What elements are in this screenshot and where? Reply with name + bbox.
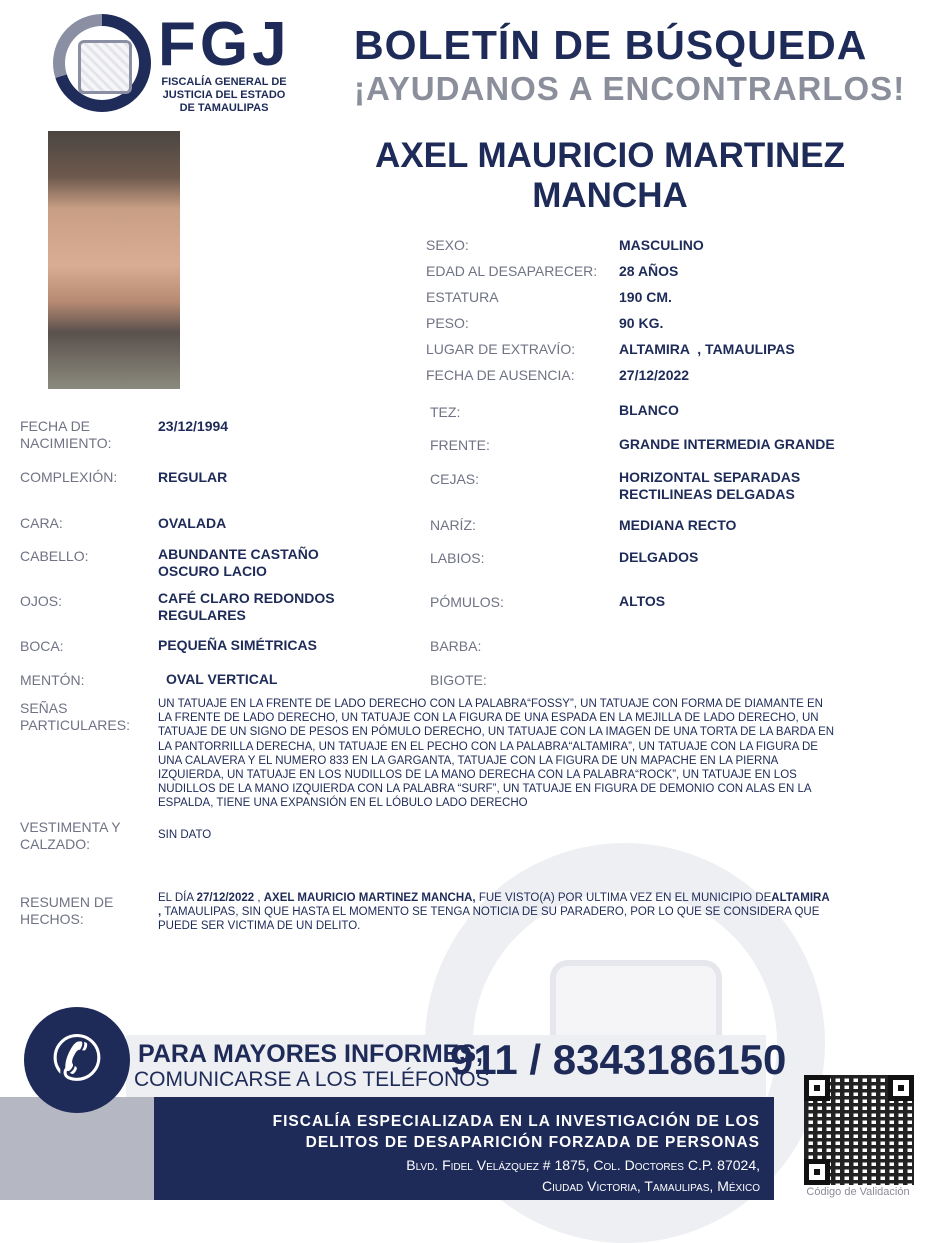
label-menton: MENTÓN: — [20, 672, 85, 688]
footer-address: Blvd. Fidel Velázquez # 1875, Col. Doctores C.P. 87024, Ciudad Victoria, Tamaulipas, México — [406, 1157, 760, 1194]
fgj-logo-subtitle: FISCALÍA GENERAL DE JUSTICIA DEL ESTADO DE TAMAULIPAS — [161, 76, 287, 114]
label-ojos: OJOS: — [20, 593, 63, 609]
value-fecha-ausencia: 27/12/2022 — [619, 367, 690, 383]
value-menton: OVAL VERTICAL — [166, 671, 278, 687]
contact-phones[interactable]: 911 / 8343186150 — [450, 1036, 787, 1083]
senas-text: UN TATUAJE EN LA FRENTE DE LADO DERECHO CON LA PALABRA“FOSSY”, UN TATUAJE CON FORMA DE DIAMANTE EN LA FRENTE DE LADO DERECHO, UN TATUAJE CON LA FIGURA DE UNA ESPADA EN LA MEJILLA DE LADO DERECHO, UN TATUAJE DE UN SIGNO DE PESOS EN PÓMULO DERECHO, UN TATUAJE CON LA IMAGEN DE UNA TORTA DE LA BARDA EN LA PANTORRILLA DERECHA, UN TATUAJE EN EL PECHO CON LA PALABRA“ALTAMIRA”, UN TATUAJE CON LA FIGURA DE UNA CALAVERA Y EL NUMERO 833 EN LA GARGANTA, TATUAJE CON LA FIGURA DE UN MAPACHE EN LA PIERNA IZQUIERDA, UN TATUAJE EN LOS NUDILLOS DE LA MANO DERECHA CON LA PALABRA“ROCK”, UN TATUAJE EN LOS NUDILLOS DE LA MANO IZQUIERDA CON LA PALABRA “SURF”, UN TATUAJE EN FIGURA DE DEMONIO CON ALAS EN LA ESPALDA, TIENE UNA EXPANSIÓN EN EL LÓBULO LADO DERECHO — [158, 698, 835, 810]
state-seal-icon — [78, 40, 132, 94]
label-resumen: RESUMEN DE HECHOS: — [20, 894, 114, 927]
value-peso: 90 KG. — [619, 315, 664, 331]
value-ojos: CAFÉ CLARO REDONDOS REGULARES — [158, 590, 335, 623]
phone-icon: ✆ — [51, 1025, 103, 1094]
qr-label: Código de Validación — [806, 1186, 910, 1198]
bulletin-subtitle: ¡AYUDANOS A ENCONTRARLOS! — [354, 70, 906, 107]
value-tez: BLANCO — [619, 402, 679, 418]
footer-agency: FISCALÍA ESPECIALIZADA EN LA INVESTIGACIÓN DE LOS DELITOS DE DESAPARICIÓN FORZADA DE PERSONAS — [272, 1113, 760, 1151]
label-nariz: NARÍZ: — [430, 517, 476, 533]
label-edad: EDAD AL DESAPARECER: — [426, 263, 598, 279]
qr-finder-top-left — [804, 1075, 830, 1101]
person-name: AXEL MAURICIO MARTINEZ MANCHA — [375, 136, 845, 215]
person-photo — [48, 131, 180, 389]
value-frente: GRANDE INTERMEDIA GRANDE — [619, 436, 835, 452]
value-edad: 28 AÑOS — [619, 263, 679, 279]
value-pomulos: ALTOS — [619, 593, 666, 609]
label-estatura: ESTATURA — [426, 289, 499, 305]
value-nariz: MEDIANA RECTO — [619, 517, 737, 533]
bulletin-title: BOLETÍN DE BÚSQUEDA — [354, 22, 868, 68]
value-vestimenta: SIN DATO — [158, 829, 212, 841]
contact-line1: PARA MAYORES INFORMES, — [138, 1040, 483, 1068]
label-complexion: COMPLEXIÓN: — [20, 469, 118, 485]
label-vestimenta: VESTIMENTA Y CALZADO: — [20, 819, 121, 852]
label-lugar: LUGAR DE EXTRAVÍO: — [426, 341, 576, 357]
label-pomulos: PÓMULOS: — [430, 594, 504, 610]
resumen-text: EL DÍA 27/12/2022 , AXEL MAURICIO MARTINEZ MANCHA, FUE VISTO(A) POR ULTIMA VEZ EN EL MUNICIPIO DEALTAMIRA , TAMAULIPAS, SIN QUE HASTA EL MOMENTO SE TENGA NOTICIA DE SU PARADERO, POR LO QUE SE CONSIDERA QUE PUEDE SER VICTIMA DE UN DELITO. — [158, 892, 830, 933]
qr-finder-top-right — [888, 1075, 914, 1101]
label-tez: TEZ: — [430, 404, 461, 420]
value-fecha-nacimiento: 23/12/1994 — [158, 418, 229, 434]
label-fecha-ausencia: FECHA DE AUSENCIA: — [426, 367, 575, 383]
contact-line2: COMUNICARSE A LOS TELÉFONOS — [134, 1068, 490, 1091]
value-labios: DELGADOS — [619, 549, 699, 565]
label-cara: CARA: — [20, 515, 63, 531]
qr-finder-bottom-left — [804, 1159, 830, 1185]
label-bigote: BIGOTE: — [430, 672, 487, 688]
label-barba: BARBA: — [430, 638, 482, 654]
label-labios: LABIOS: — [430, 550, 485, 566]
value-cabello: ABUNDANTE CASTAÑO OSCURO LACIO — [158, 546, 319, 579]
value-lugar: ALTAMIRA , TAMAULIPAS — [619, 341, 795, 357]
value-complexion: REGULAR — [158, 469, 228, 485]
label-boca: BOCA: — [20, 638, 64, 654]
value-cejas: HORIZONTAL SEPARADAS RECTILINEAS DELGADAS — [619, 469, 801, 502]
label-peso: PESO: — [426, 315, 469, 331]
label-frente: FRENTE: — [430, 437, 490, 453]
label-sexo: SEXO: — [426, 237, 469, 253]
value-boca: PEQUEÑA SIMÉTRICAS — [158, 637, 317, 653]
value-estatura: 190 CM. — [619, 289, 672, 305]
label-cejas: CEJAS: — [430, 471, 480, 487]
fgj-logo-text: FGJ — [158, 10, 291, 79]
label-cabello: CABELLO: — [20, 548, 89, 564]
label-fecha-nacimiento: FECHA DE NACIMIENTO: — [20, 418, 112, 451]
label-senas: SEÑAS PARTICULARES: — [20, 700, 130, 733]
value-sexo: MASCULINO — [619, 237, 704, 253]
value-cara: OVALADA — [158, 515, 227, 531]
